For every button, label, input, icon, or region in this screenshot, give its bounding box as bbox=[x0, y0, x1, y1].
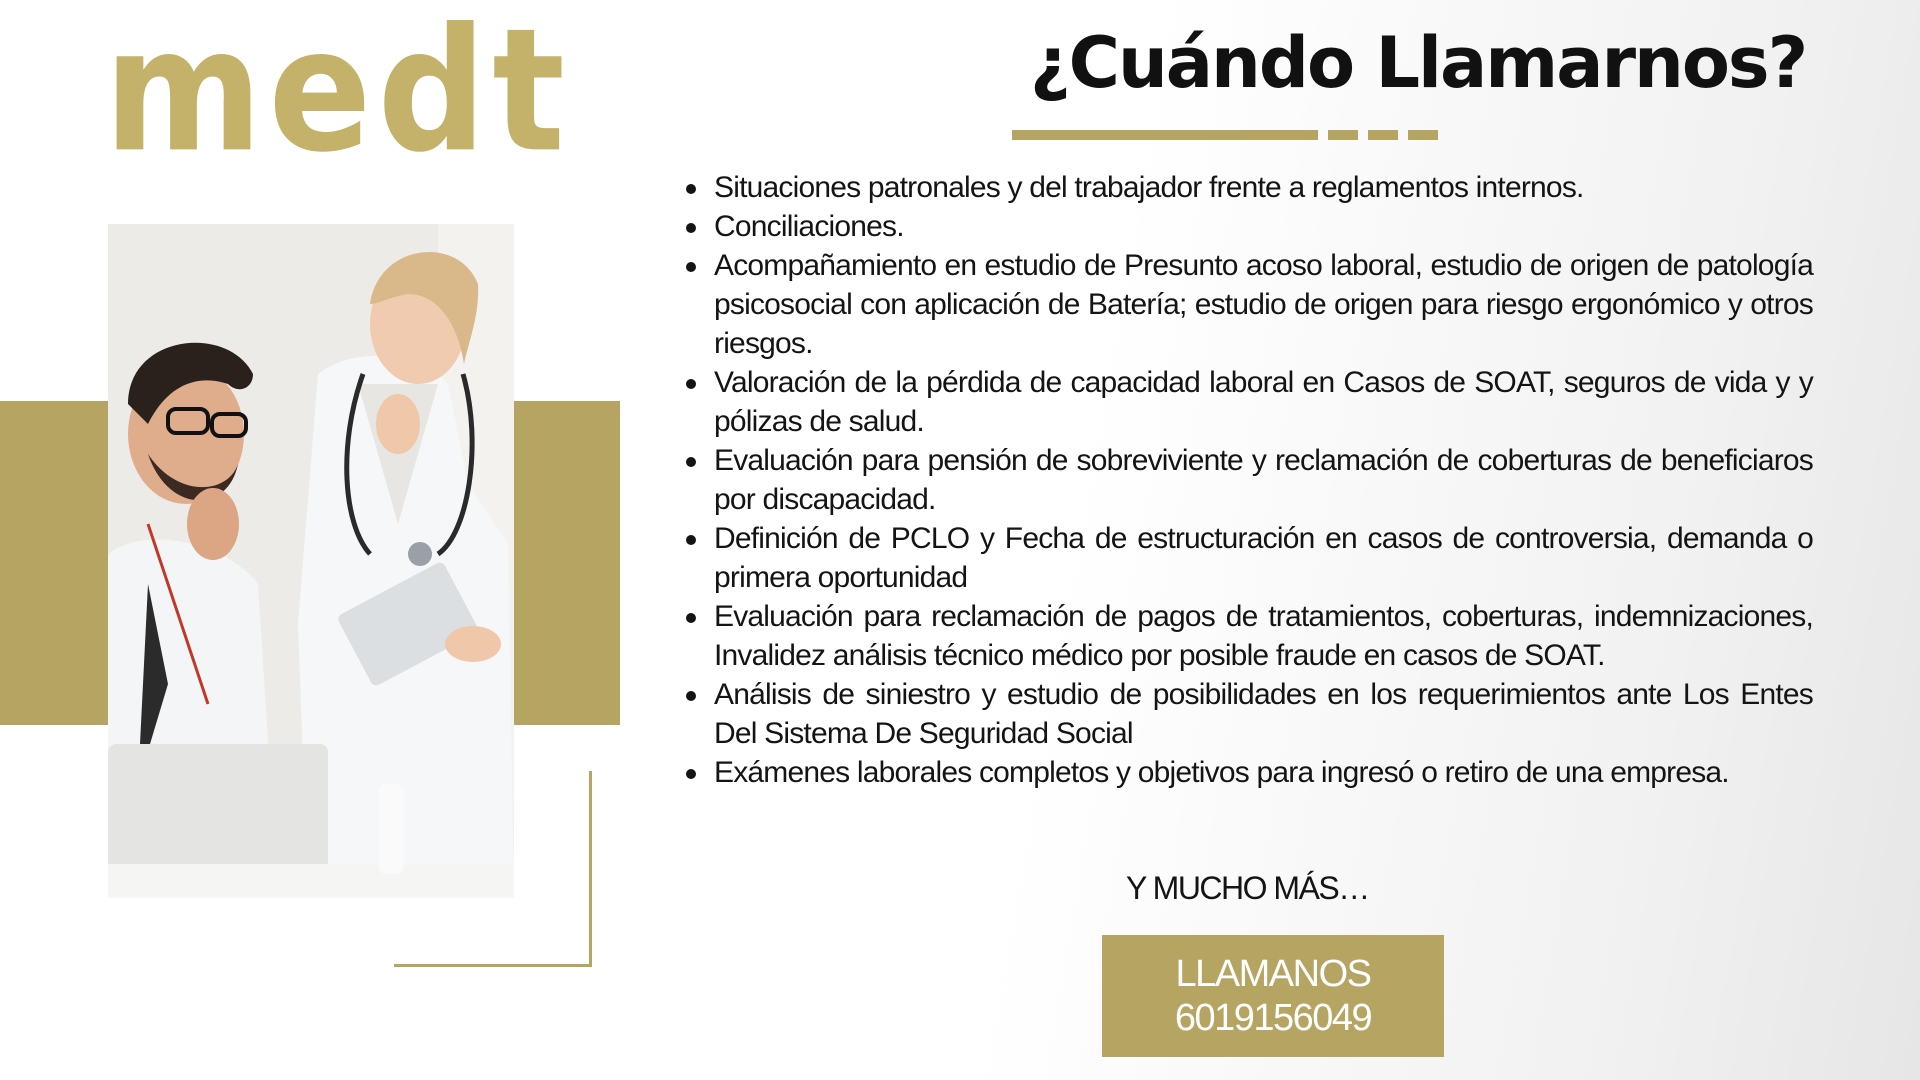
gold-accent-block-right bbox=[512, 401, 620, 725]
medt-logo: medt bbox=[104, 0, 571, 190]
list-item: Exámenes laborales completos y objetivos para ingresó o retiro de una empresa. bbox=[680, 753, 1813, 792]
doctors-photo-illustration bbox=[108, 224, 514, 898]
call-us-label: LLAMANOS bbox=[1175, 953, 1371, 995]
list-item: Conciliaciones. bbox=[680, 207, 1813, 246]
list-item: Evaluación para reclamación de pagos de tratamientos, coberturas, indemnizaciones, Invalidez análisis técnico médico por posible fraude en casos de SOAT. bbox=[680, 597, 1813, 675]
phone-number: 6019156049 bbox=[1174, 997, 1372, 1039]
list-item: Valoración de la pérdida de capacidad laboral en Casos de SOAT, seguros de vida y y pólizas de salud. bbox=[680, 363, 1813, 441]
list-item: Evaluación para pensión de sobreviviente y reclamación de coberturas de beneficiaros por discapacidad. bbox=[680, 441, 1813, 519]
list-item: Definición de PCLO y Fecha de estructuración en casos de controversia, demanda o primera oportunidad bbox=[680, 519, 1813, 597]
list-item: Análisis de siniestro y estudio de posibilidades en los requerimientos ante Los Entes Del Sistema De Seguridad Social bbox=[680, 675, 1813, 753]
gold-accent-block-left bbox=[0, 401, 112, 725]
page-title: ¿Cuándo Llamarnos? bbox=[1030, 22, 1807, 104]
call-us-button[interactable] bbox=[1102, 935, 1444, 1057]
title-underline-decoration bbox=[1012, 130, 1462, 140]
list-item: Acompañamiento en estudio de Presunto acoso laboral, estudio de origen de patología psicosocial con aplicación de Batería; estudio de origen para riesgo ergonómico y otros riesgos. bbox=[680, 246, 1813, 363]
services-list bbox=[680, 168, 1813, 792]
more-text: Y MUCHO MÁS… bbox=[1126, 870, 1369, 906]
doctors-photo bbox=[108, 224, 514, 898]
list-item: Situaciones patronales y del trabajador frente a reglamentos internos. bbox=[680, 168, 1813, 207]
gold-frame-horizontal bbox=[394, 964, 592, 967]
gold-frame-vertical bbox=[589, 771, 592, 967]
